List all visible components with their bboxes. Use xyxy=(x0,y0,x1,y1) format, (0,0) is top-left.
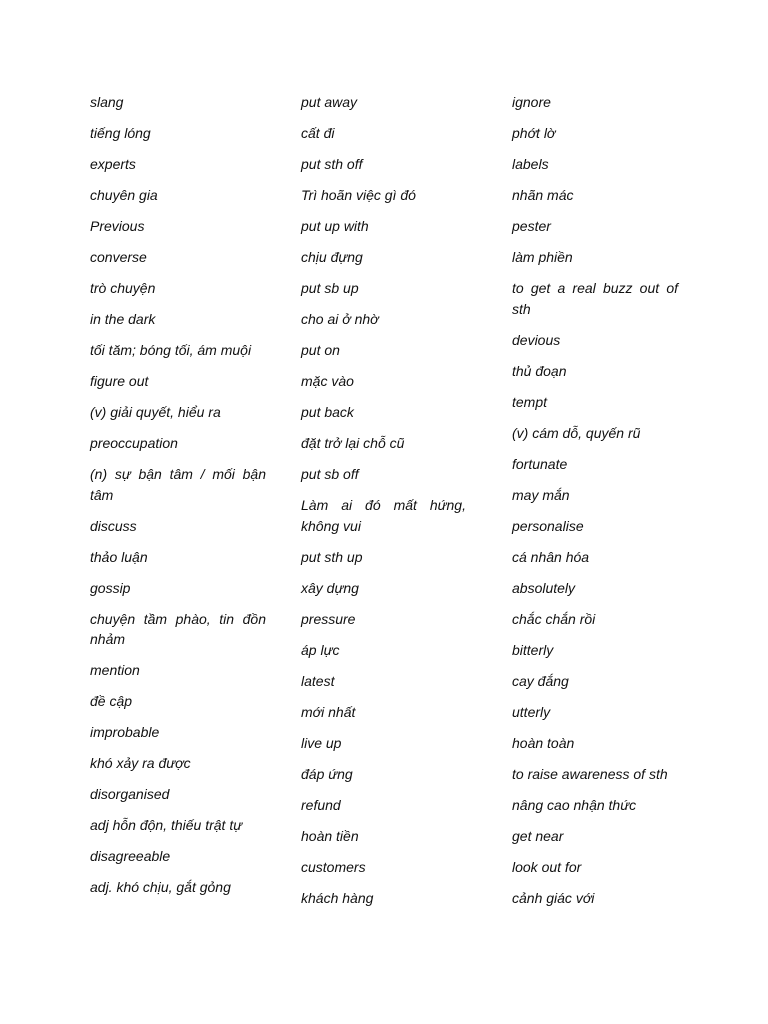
vocab-entry: put up with xyxy=(301,218,369,234)
vocab-entry: put away xyxy=(301,94,358,110)
vocab-entry: look out for xyxy=(512,858,582,875)
vocab-entry: devious xyxy=(512,331,561,348)
vocab-entry: thảo luận xyxy=(90,548,148,565)
vocab-entry: latest xyxy=(301,672,335,689)
vocab-entry: converse xyxy=(90,249,147,265)
vocab-entry: put sth up xyxy=(301,548,363,565)
vocab-column-1 xyxy=(90,92,266,908)
vocab-entry: discuss xyxy=(90,517,137,534)
vocab-entry: experts xyxy=(90,156,136,172)
vocab-entry: figure out xyxy=(90,373,149,389)
vocab-entry: thủ đoạn xyxy=(512,362,567,379)
vocab-entry: mới nhất xyxy=(301,703,356,720)
vocab-entry: preoccupation xyxy=(90,435,178,451)
vocab-entry: bitterly xyxy=(512,641,554,658)
vocab-entry: mention xyxy=(90,662,140,678)
vocab-entry: may mắn xyxy=(512,486,570,503)
vocab-entry: xây dựng xyxy=(301,579,359,596)
vocab-entry: chịu đựng xyxy=(301,249,363,265)
vocab-entry: put back xyxy=(301,404,354,420)
vocab-entry: khách hàng xyxy=(301,889,374,906)
vocab-entry: absolutely xyxy=(512,579,576,596)
vocab-entry: gossip xyxy=(90,579,131,596)
vocab-entry: nhãn mác xyxy=(512,187,574,203)
vocab-entry: cay đắng xyxy=(512,672,569,689)
vocab-entry: put on xyxy=(301,342,340,358)
vocab-entry: refund xyxy=(301,796,341,813)
vocab-entry: mặc vào xyxy=(301,373,354,389)
vocab-entry: cá nhân hóa xyxy=(512,548,590,565)
vocab-entry: pester xyxy=(512,218,551,234)
vocab-entry: labels xyxy=(512,156,549,172)
vocab-entry: disorganised xyxy=(90,786,170,802)
vocab-entry: pressure xyxy=(301,610,356,627)
vocab-entry: trò chuyện xyxy=(90,280,156,296)
vocab-entry: hoàn tiền xyxy=(301,827,359,844)
vocab-entry: personalise xyxy=(512,517,584,534)
vocab-entry: chuyên gia xyxy=(90,187,158,203)
vocab-entry: utterly xyxy=(512,703,551,720)
vocab-column-3 xyxy=(512,92,678,919)
vocab-entry: đề cập xyxy=(90,693,133,709)
vocab-entry: customers xyxy=(301,858,366,875)
vocab-entry: (v) giải quyết, hiểu ra xyxy=(90,404,221,420)
vocab-entry: (v) cám dỗ, quyến rũ xyxy=(512,424,641,441)
vocab-entry: cho ai ở nhờ xyxy=(301,311,379,327)
vocab-entry: put sb up xyxy=(301,280,359,296)
vocab-entry: nâng cao nhận thức xyxy=(512,796,637,813)
vocab-entry: in the dark xyxy=(90,311,156,327)
vocab-entry: Previous xyxy=(90,218,145,234)
vocab-column-2 xyxy=(301,92,466,919)
vocab-entry: hoàn toàn xyxy=(512,734,575,751)
vocab-entry: phớt lờ xyxy=(512,125,556,141)
vocab-entry: adj. khó chịu, gắt gỏng xyxy=(90,879,231,895)
vocab-entry: put sth off xyxy=(301,156,363,172)
vocab-entry: get near xyxy=(512,827,564,844)
vocab-entry: chắc chắn rồi xyxy=(512,610,596,627)
vocab-entry: disagreeable xyxy=(90,848,171,864)
vocab-entry: đặt trở lại chỗ cũ xyxy=(301,435,405,451)
vocab-entry: adj hỗn độn, thiếu trật tự xyxy=(90,817,243,833)
vocab-entry: làm phiền xyxy=(512,249,573,265)
vocab-entry: Làm ai đó mất hứng, không vui xyxy=(301,497,466,534)
vocab-entry: slang xyxy=(90,94,124,110)
vocab-entry: đáp ứng xyxy=(301,765,353,782)
vocab-entry: put sb off xyxy=(301,466,359,482)
vocab-entry: to raise awareness of sth xyxy=(512,765,668,782)
vocab-entry: ignore xyxy=(512,94,551,110)
vocab-entry: áp lực xyxy=(301,641,340,658)
vocab-entry: cất đi xyxy=(301,125,335,141)
vocab-entry: fortunate xyxy=(512,455,568,472)
vocab-entry: cảnh giác với xyxy=(512,889,595,906)
vocab-entry: tối tăm; bóng tối, ám muội xyxy=(90,342,252,358)
vocab-entry: live up xyxy=(301,734,342,751)
vocab-entry: Trì hoãn việc gì đó xyxy=(301,187,416,203)
vocab-entry: chuyện tầm phào, tin đồn nhảm xyxy=(90,610,266,647)
vocab-entry: to get a real buzz out of sth xyxy=(512,280,678,317)
vocab-entry: (n) sự bận tâm / mối bận tâm xyxy=(90,466,266,503)
vocab-entry: tempt xyxy=(512,393,548,410)
vocab-entry: tiếng lóng xyxy=(90,125,151,141)
vocab-entry: improbable xyxy=(90,724,160,740)
vocab-entry: khó xảy ra được xyxy=(90,755,191,771)
